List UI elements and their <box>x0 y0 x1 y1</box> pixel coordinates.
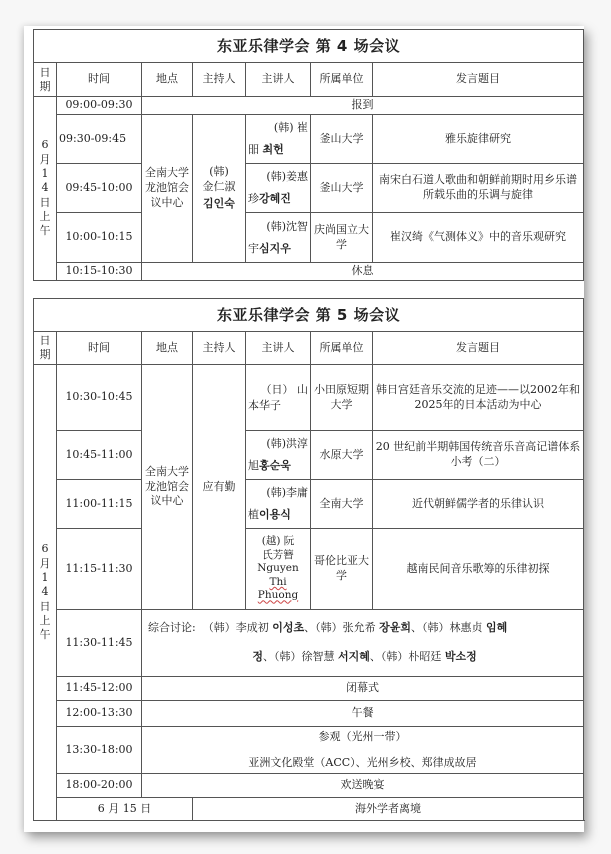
closing-row <box>34 677 584 701</box>
time-cell: 10:45-11:00 <box>57 431 142 480</box>
header-topic: 发言题目 <box>373 332 584 365</box>
time-cell: 09:00-09:30 <box>57 97 142 115</box>
time-cell: 18:00-20:00 <box>57 774 142 798</box>
registration-row <box>34 97 584 115</box>
header-time: 时间 <box>57 63 142 97</box>
header-speaker: 主讲人 <box>246 332 311 365</box>
topic-cell: 韩日宫廷音乐交流的足迹——以2002年和2025年的日本活动为中心 <box>373 365 584 431</box>
time-cell: 11:00-11:15 <box>57 480 142 529</box>
affiliation-cell: 釜山大学 <box>311 164 373 213</box>
speaker-cell: （日） 山 本华子 <box>246 365 311 431</box>
affiliation-cell: 哥伦比亚大学 <box>311 529 373 610</box>
header-date: 日 期 <box>34 63 57 97</box>
closing-label: 闭幕式 <box>142 677 584 701</box>
talk-row <box>34 164 584 213</box>
talk-row <box>34 431 584 480</box>
time-cell: 12:00-13:30 <box>57 701 142 727</box>
session-4-table <box>33 29 584 281</box>
dinner-row <box>34 774 584 798</box>
header-speaker: 主讲人 <box>246 63 311 97</box>
discussion-row <box>34 610 584 677</box>
topic-cell: 20 世纪前半期韩国传统音乐音高记谱体系小考（二） <box>373 431 584 480</box>
affiliation-cell: 釜山大学 <box>311 115 373 164</box>
dinner-label: 欢送晚宴 <box>142 774 584 798</box>
affiliation-cell: 小田原短期大学 <box>311 365 373 431</box>
header-affiliation: 所属单位 <box>311 63 373 97</box>
date-cell: 6 月 1 4 日 上 午 <box>34 365 57 821</box>
header-place: 地点 <box>142 332 193 365</box>
header-time: 时间 <box>57 332 142 365</box>
affiliation-cell: 水原大学 <box>311 431 373 480</box>
departure-row <box>34 798 584 821</box>
header-row <box>34 63 584 97</box>
talk-row <box>34 115 584 164</box>
speaker-cell: (韩)李庸 植이용식 <box>246 480 311 529</box>
affiliation-cell: 全南大学 <box>311 480 373 529</box>
session-5-title: 东亚乐律学会 第 5 场会议 <box>34 299 584 332</box>
talk-row <box>34 365 584 431</box>
topic-cell: 崔汉绮《气测体义》中的音乐观研究 <box>373 213 584 263</box>
host-cell: (韩) 金仁淑 김인숙 <box>193 115 246 263</box>
departure-label: 海外学者离境 <box>193 798 584 821</box>
header-affiliation: 所属单位 <box>311 332 373 365</box>
topic-cell: 南宋白石道人歌曲和朝鲜前期时用乡乐谱所载乐曲的乐调与旋律 <box>373 164 584 213</box>
break-label: 休息 <box>142 263 584 281</box>
tour-cell: 参观（光州一带） 亚洲文化殿堂（ACC）、光州乡校、郑律成故居 <box>142 727 584 774</box>
time-cell: 09:30-09:45 <box>57 115 142 164</box>
lunch-row <box>34 701 584 727</box>
affiliation-cell: 庆尚国立大学 <box>311 213 373 263</box>
departure-date: 6 月 15 日 <box>57 798 193 821</box>
time-cell: 10:30-10:45 <box>57 365 142 431</box>
time-cell: 11:45-12:00 <box>57 677 142 701</box>
time-cell: 09:45-10:00 <box>57 164 142 213</box>
topic-cell: 雅乐旋律研究 <box>373 115 584 164</box>
time-cell: 10:15-10:30 <box>57 263 142 281</box>
header-host: 主持人 <box>193 63 246 97</box>
header-host: 主持人 <box>193 332 246 365</box>
topic-cell: 近代朝鲜儒学者的乐律认识 <box>373 480 584 529</box>
time-cell: 13:30-18:00 <box>57 727 142 774</box>
topic-cell: 越南民间音乐歌筹的乐律初探 <box>373 529 584 610</box>
time-cell: 11:15-11:30 <box>57 529 142 610</box>
speaker-cell: (越) 阮 氏芳簪 Nguyen Thi Phuong <box>246 529 311 610</box>
talk-row <box>34 529 584 610</box>
place-cell: 全南大学龙池馆会议中心 <box>142 365 193 610</box>
speaker-cell: (韩)姜惠 珍강혜진 <box>246 164 311 213</box>
header-row <box>34 332 584 365</box>
date-cell: 6 月 1 4 日 上 午 <box>34 97 57 281</box>
speaker-cell: (韩) 崔 昍 최헌 <box>246 115 311 164</box>
time-cell: 11:30-11:45 <box>57 610 142 677</box>
host-cell: 应有勤 <box>193 365 246 610</box>
place-cell: 全南大学龙池馆会议中心 <box>142 115 193 263</box>
discussion-cell: 综合讨论: （韩）李成初 이성초、（韩）张允希 장윤희、（韩）林惠贞 임혜 정、（韩）徐智慧 서지혜、（韩）朴昭廷 박소정 <box>142 610 584 677</box>
talk-row <box>34 480 584 529</box>
session-5-table <box>33 298 584 821</box>
header-date: 日 期 <box>34 332 57 365</box>
break-row <box>34 263 584 281</box>
speaker-cell: (韩)沈智 宇심지우 <box>246 213 311 263</box>
time-cell: 10:00-10:15 <box>57 213 142 263</box>
session-4-title: 东亚乐律学会 第 4 场会议 <box>34 30 584 63</box>
speaker-cell: (韩)洪淳 旭홍순욱 <box>246 431 311 480</box>
header-topic: 发言题目 <box>373 63 584 97</box>
talk-row <box>34 213 584 263</box>
registration-label: 报到 <box>142 97 584 115</box>
lunch-label: 午餐 <box>142 701 584 727</box>
tour-row <box>34 727 584 774</box>
header-place: 地点 <box>142 63 193 97</box>
